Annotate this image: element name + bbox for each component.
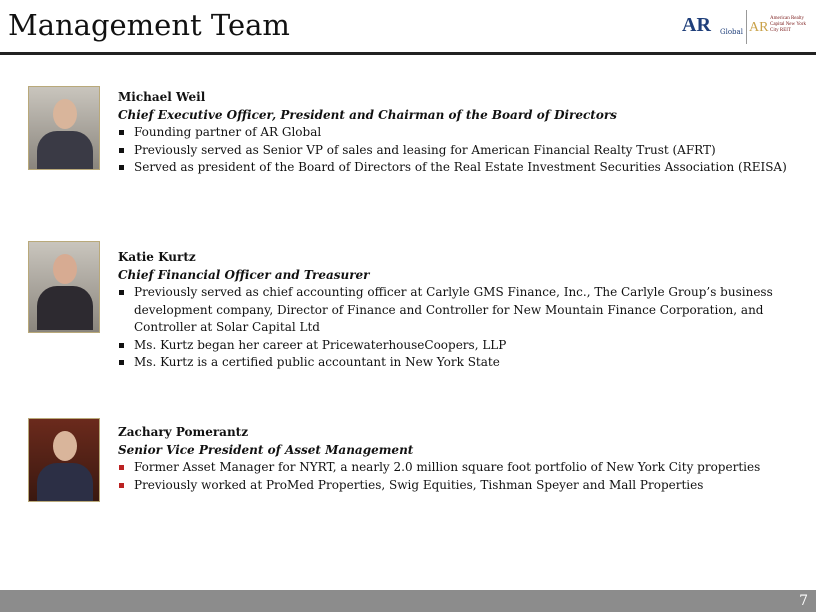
logo-global: Global <box>720 28 743 36</box>
page-number: 7 <box>799 593 808 609</box>
logo-ar: AR <box>682 14 711 36</box>
person-photo <box>28 86 100 170</box>
logo-arc-text: American Realty Capital New York City REIT <box>770 16 806 33</box>
list-item: Previously worked at ProMed Properties, Swig Equities, Tishman Speyer and Mall Properties <box>118 477 808 495</box>
list-item: Previously served as chief accounting officer at Carlyle GMS Finance, Inc., The Carlyle Group’s business development company, Director of Finance and Controller for New Mountain Finance Corporation, and Controller at Solar Capital Ltd <box>118 284 808 337</box>
bullet-list <box>118 124 808 177</box>
ar-global-logo <box>680 8 812 48</box>
header-rule <box>0 52 816 55</box>
bullet-list <box>118 459 808 494</box>
logo-arc-mark: AR <box>749 20 769 35</box>
list-item: Served as president of the Board of Directors of the Real Estate Investment Securities Association (REISA) <box>118 159 808 177</box>
list-item: Ms. Kurtz is a certified public accountant in New York State <box>118 354 808 372</box>
list-item: Founding partner of AR Global <box>118 124 808 142</box>
footer-bar <box>0 590 816 612</box>
list-item: Former Asset Manager for NYRT, a nearly 2.0 million square foot portfolio of New York City properties <box>118 459 808 477</box>
person-role: Chief Executive Officer, President and Chairman of the Board of Directors <box>118 107 617 122</box>
person-role: Senior Vice President of Asset Management <box>118 442 414 457</box>
person-name: Katie Kurtz <box>118 250 196 264</box>
list-item: Previously served as Senior VP of sales and leasing for American Financial Realty Trust (AFRT) <box>118 142 808 160</box>
bullet-list <box>118 284 808 372</box>
page-title: Management Team <box>8 8 290 42</box>
list-item: Ms. Kurtz began her career at PricewaterhouseCoopers, LLP <box>118 337 808 355</box>
logo-divider <box>746 10 747 44</box>
person-name: Zachary Pomerantz <box>118 425 249 439</box>
person-photo <box>28 241 100 333</box>
person-photo <box>28 418 100 502</box>
person-name: Michael Weil <box>118 90 206 104</box>
person-role: Chief Financial Officer and Treasurer <box>118 267 370 282</box>
